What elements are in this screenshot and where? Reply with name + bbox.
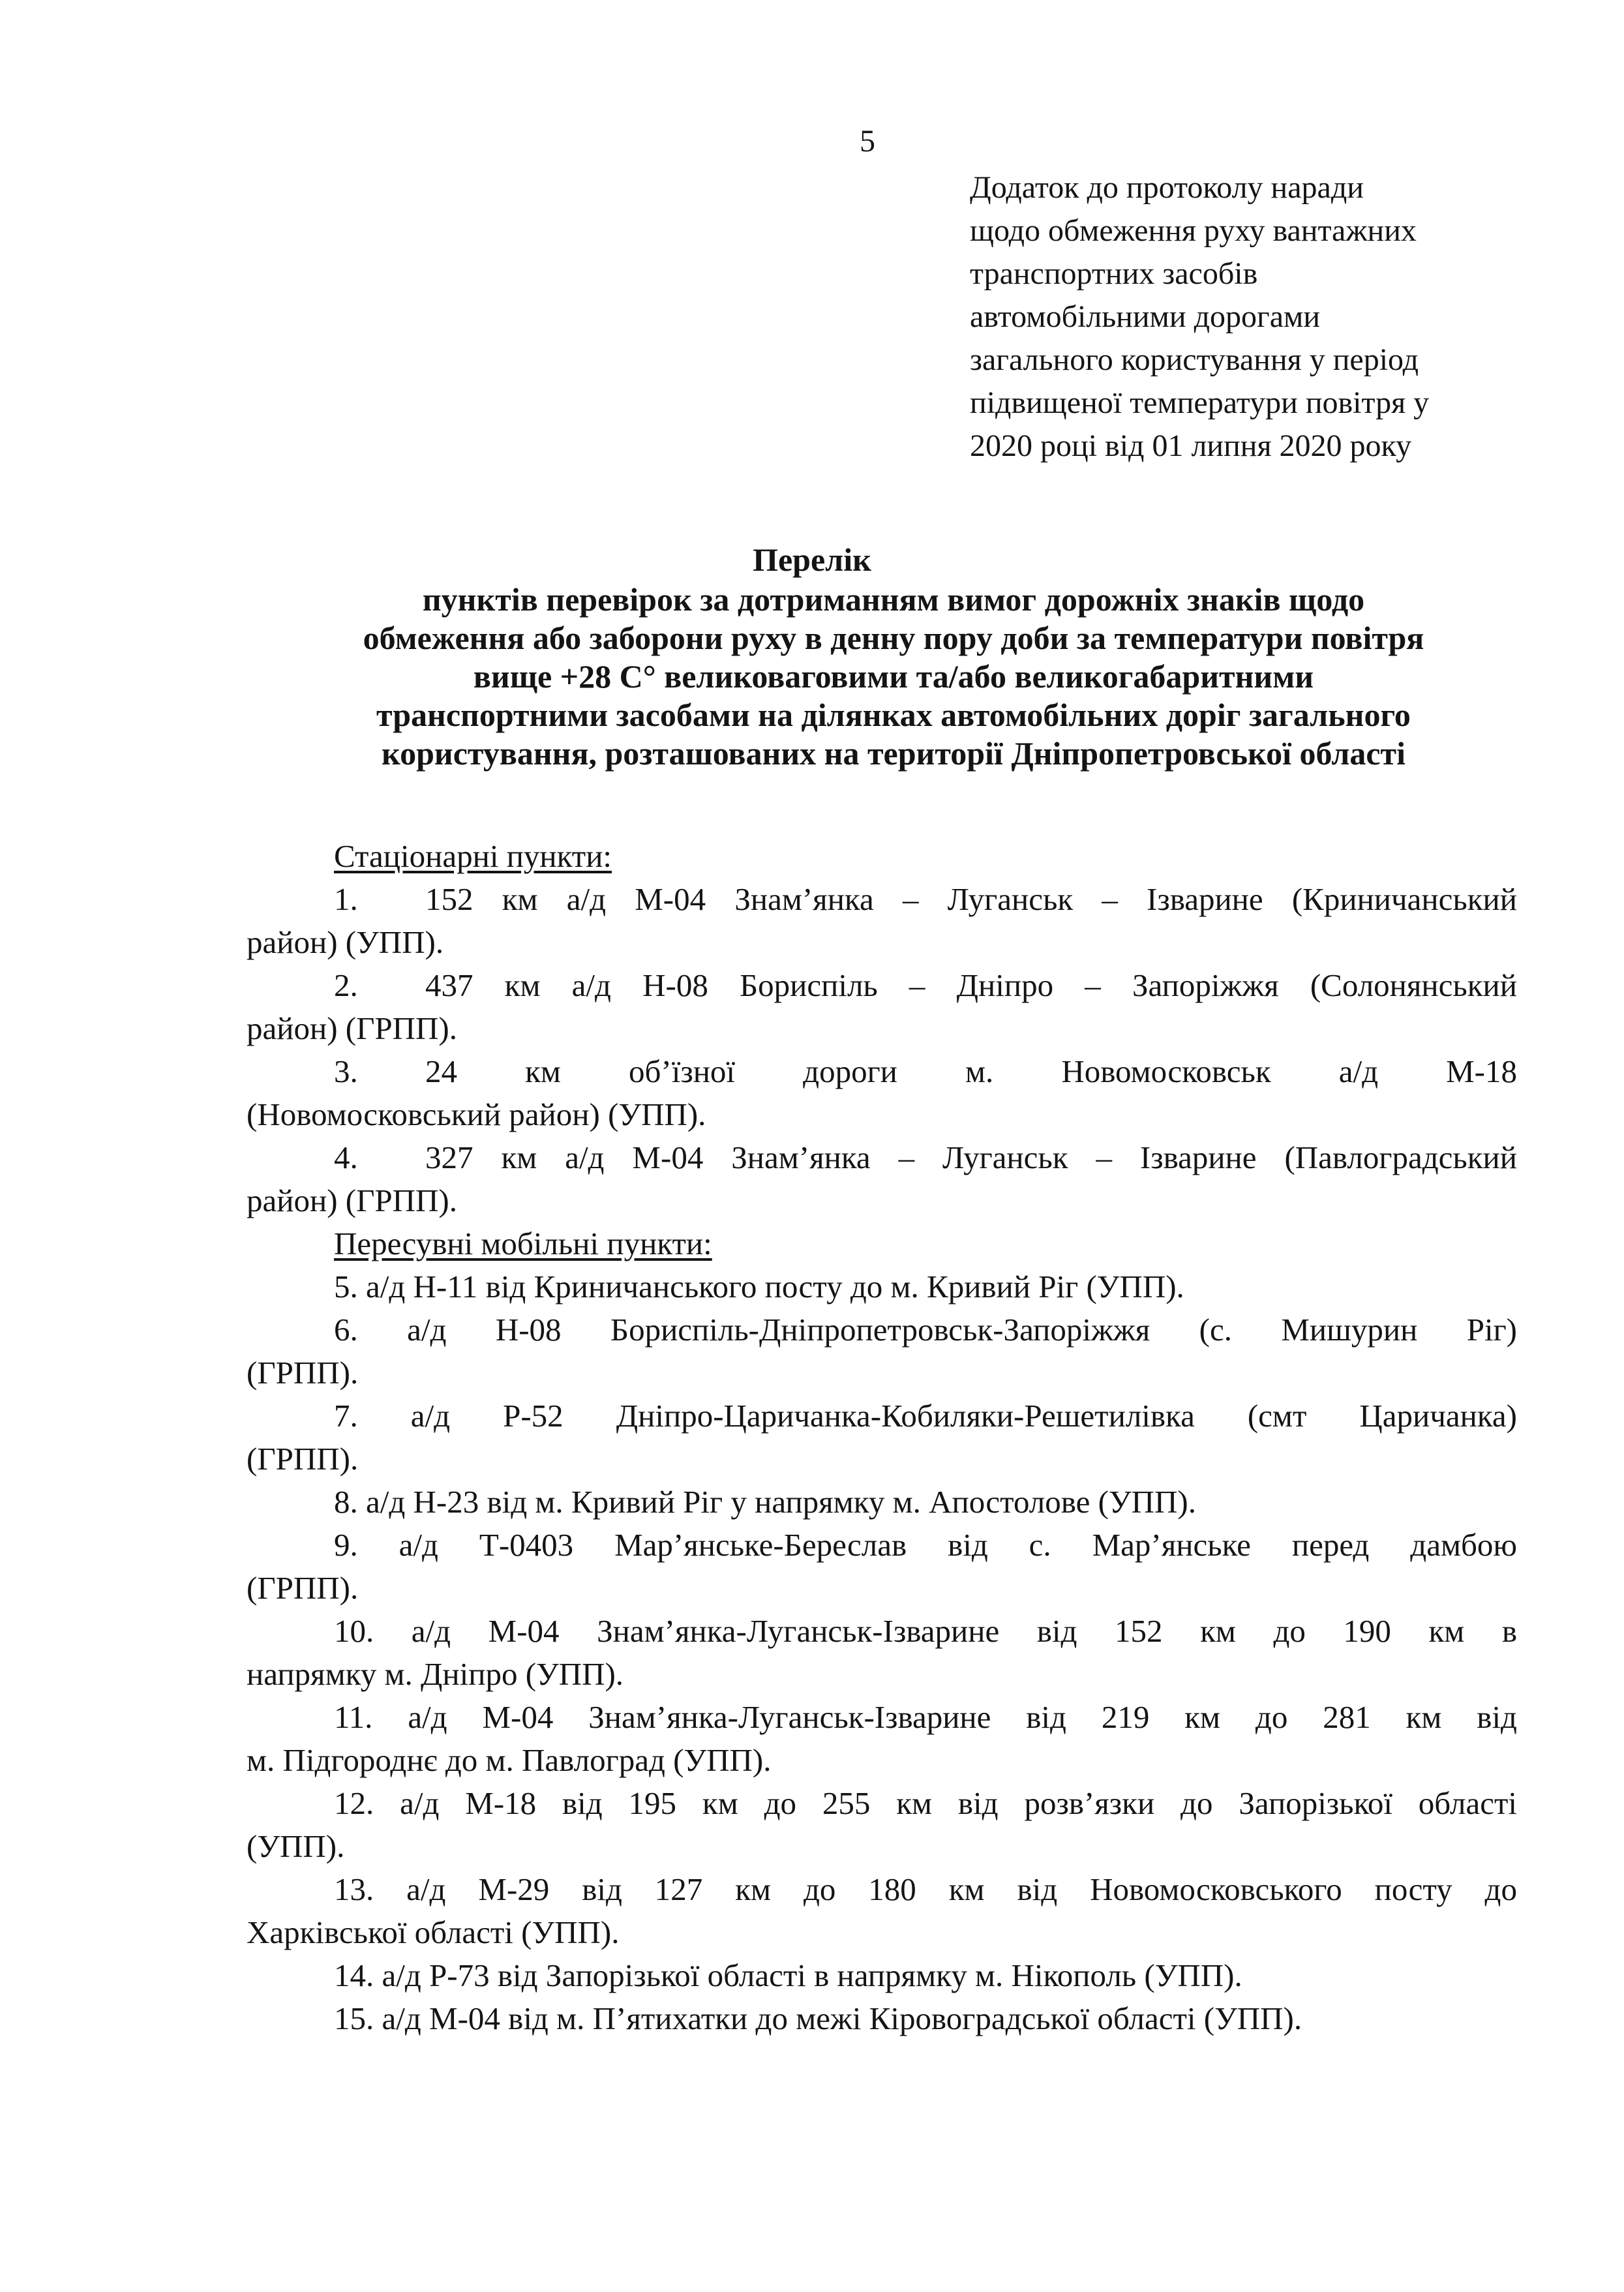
list-item xyxy=(247,1481,1517,1524)
item-number: 3. xyxy=(334,1053,358,1089)
item-text: 9. а/д Т-0403 Мар’янське-Береслав від с. Мар’янське перед дамбою xyxy=(334,1527,1517,1563)
stationary-heading: Стаціонарні пункти: xyxy=(334,838,612,874)
item-text-continued: район) (ГРПП). xyxy=(247,1010,457,1046)
list-item xyxy=(247,1696,1517,1782)
item-text-continued: напрямку м. Дніпро (УПП). xyxy=(247,1656,624,1692)
list-item xyxy=(247,1954,1517,1997)
appendix-line: загального користування у період xyxy=(970,342,1419,377)
item-text: 152 км а/д М-04 Знам’янка – Луганськ – Ізварине (Криничанський xyxy=(425,881,1517,917)
item-text-continued: (Новомосковський район) (УПП). xyxy=(247,1096,706,1132)
item-text-continued: м. Підгороднє до м. Павлоград (УПП). xyxy=(247,1742,772,1778)
list-item xyxy=(247,1395,1517,1481)
item-text: 8. а/д Н-23 від м. Кривий Ріг у напрямку м. Апостолове (УПП). xyxy=(334,1484,1196,1520)
page-number: 5 xyxy=(860,124,875,158)
item-text: 7. а/д Р-52 Дніпро-Царичанка-Кобиляки-Решетилівка (смт Царичанка) xyxy=(334,1398,1517,1434)
item-number: 2. xyxy=(334,967,358,1003)
subtitle-line: вище +28 С° великоваговими та/або великогабаритними xyxy=(473,658,1314,695)
list-item xyxy=(247,878,1517,964)
appendix-line: автомобільними дорогами xyxy=(970,299,1321,334)
appendix-note xyxy=(970,166,1570,468)
item-text-continued: (ГРПП). xyxy=(247,1570,359,1606)
item-text-continued: (УПП). xyxy=(247,1828,345,1864)
item-text: 15. а/д М-04 від м. П’ятихатки до межі Кіровоградської області (УПП). xyxy=(334,2000,1302,2036)
subtitle-line: пунктів перевірок за дотриманням вимог дорожніх знаків щодо xyxy=(422,581,1365,618)
list-item xyxy=(247,1524,1517,1610)
appendix-line: підвищеної температури повітря у xyxy=(970,385,1430,420)
item-text-continued: Харківської області (УПП). xyxy=(247,1914,620,1950)
appendix-line: Додаток до протоколу наради xyxy=(970,170,1364,205)
list-item xyxy=(247,1265,1517,1308)
appendix-line: щодо обмеження руху вантажних xyxy=(970,213,1417,248)
list-item xyxy=(247,1868,1517,1954)
document-title: Перелік xyxy=(753,541,871,578)
list-item xyxy=(247,1782,1517,1868)
item-text: 10. а/д М-04 Знам’янка-Луганськ-Ізварине від 152 км до 190 км в xyxy=(334,1613,1517,1649)
subtitle-line: транспортними засобами на ділянках автомобільних доріг загального xyxy=(376,697,1411,733)
item-text-continued: район) (УПП). xyxy=(247,924,444,960)
item-text-continued: район) (ГРПП). xyxy=(247,1183,457,1218)
item-text: 12. а/д М-18 від 195 км до 255 км від розв’язки до Запорізької області xyxy=(334,1785,1517,1821)
item-text: 6. а/д Н-08 Бориспіль-Дніпропетровськ-Запоріжжя (с. Мишурин Ріг) xyxy=(334,1312,1517,1348)
mobile-heading: Пересувні мобільні пункти: xyxy=(334,1226,712,1261)
item-text: 24 км об’їзної дороги м. Новомосковськ а/д М-18 xyxy=(425,1053,1517,1089)
list-item xyxy=(247,1997,1517,2040)
item-number: 1. xyxy=(334,881,358,917)
item-text: 437 км а/д Н-08 Бориспіль – Дніпро – Запоріжжя (Солонянський xyxy=(425,967,1517,1003)
subtitle-line: користування, розташованих на території Дніпропетровської області xyxy=(381,735,1406,772)
item-text: 327 км а/д М-04 Знам’янка – Луганськ – Ізварине (Павлоградський xyxy=(425,1139,1517,1175)
appendix-line: 2020 році від 01 липня 2020 року xyxy=(970,429,1412,463)
item-text: 14. а/д Р-73 від Запорізької області в напрямку м. Нікополь (УПП). xyxy=(334,1957,1242,1993)
document-subtitle xyxy=(248,581,1539,773)
subtitle-line: обмеження або заборони руху в денну пору доби за температури повітря xyxy=(363,620,1424,656)
item-text-continued: (ГРПП). xyxy=(247,1355,359,1391)
list-item xyxy=(247,1308,1517,1395)
checkpoint-list xyxy=(247,835,1517,2040)
item-text-continued: (ГРПП). xyxy=(247,1441,359,1477)
list-item xyxy=(247,964,1517,1050)
item-text: 11. а/д М-04 Знам’янка-Луганськ-Ізварине від 219 км до 281 км від xyxy=(334,1699,1517,1735)
item-text: 13. а/д М-29 від 127 км до 180 км від Новомосковського посту до xyxy=(334,1871,1517,1907)
list-item xyxy=(247,1136,1517,1222)
item-text: 5. а/д Н-11 від Криничанського посту до м. Кривий Ріг (УПП). xyxy=(334,1269,1184,1304)
appendix-line: транспортних засобів xyxy=(970,256,1258,291)
item-number: 4. xyxy=(334,1139,358,1175)
list-item xyxy=(247,1610,1517,1696)
list-item xyxy=(247,1050,1517,1136)
